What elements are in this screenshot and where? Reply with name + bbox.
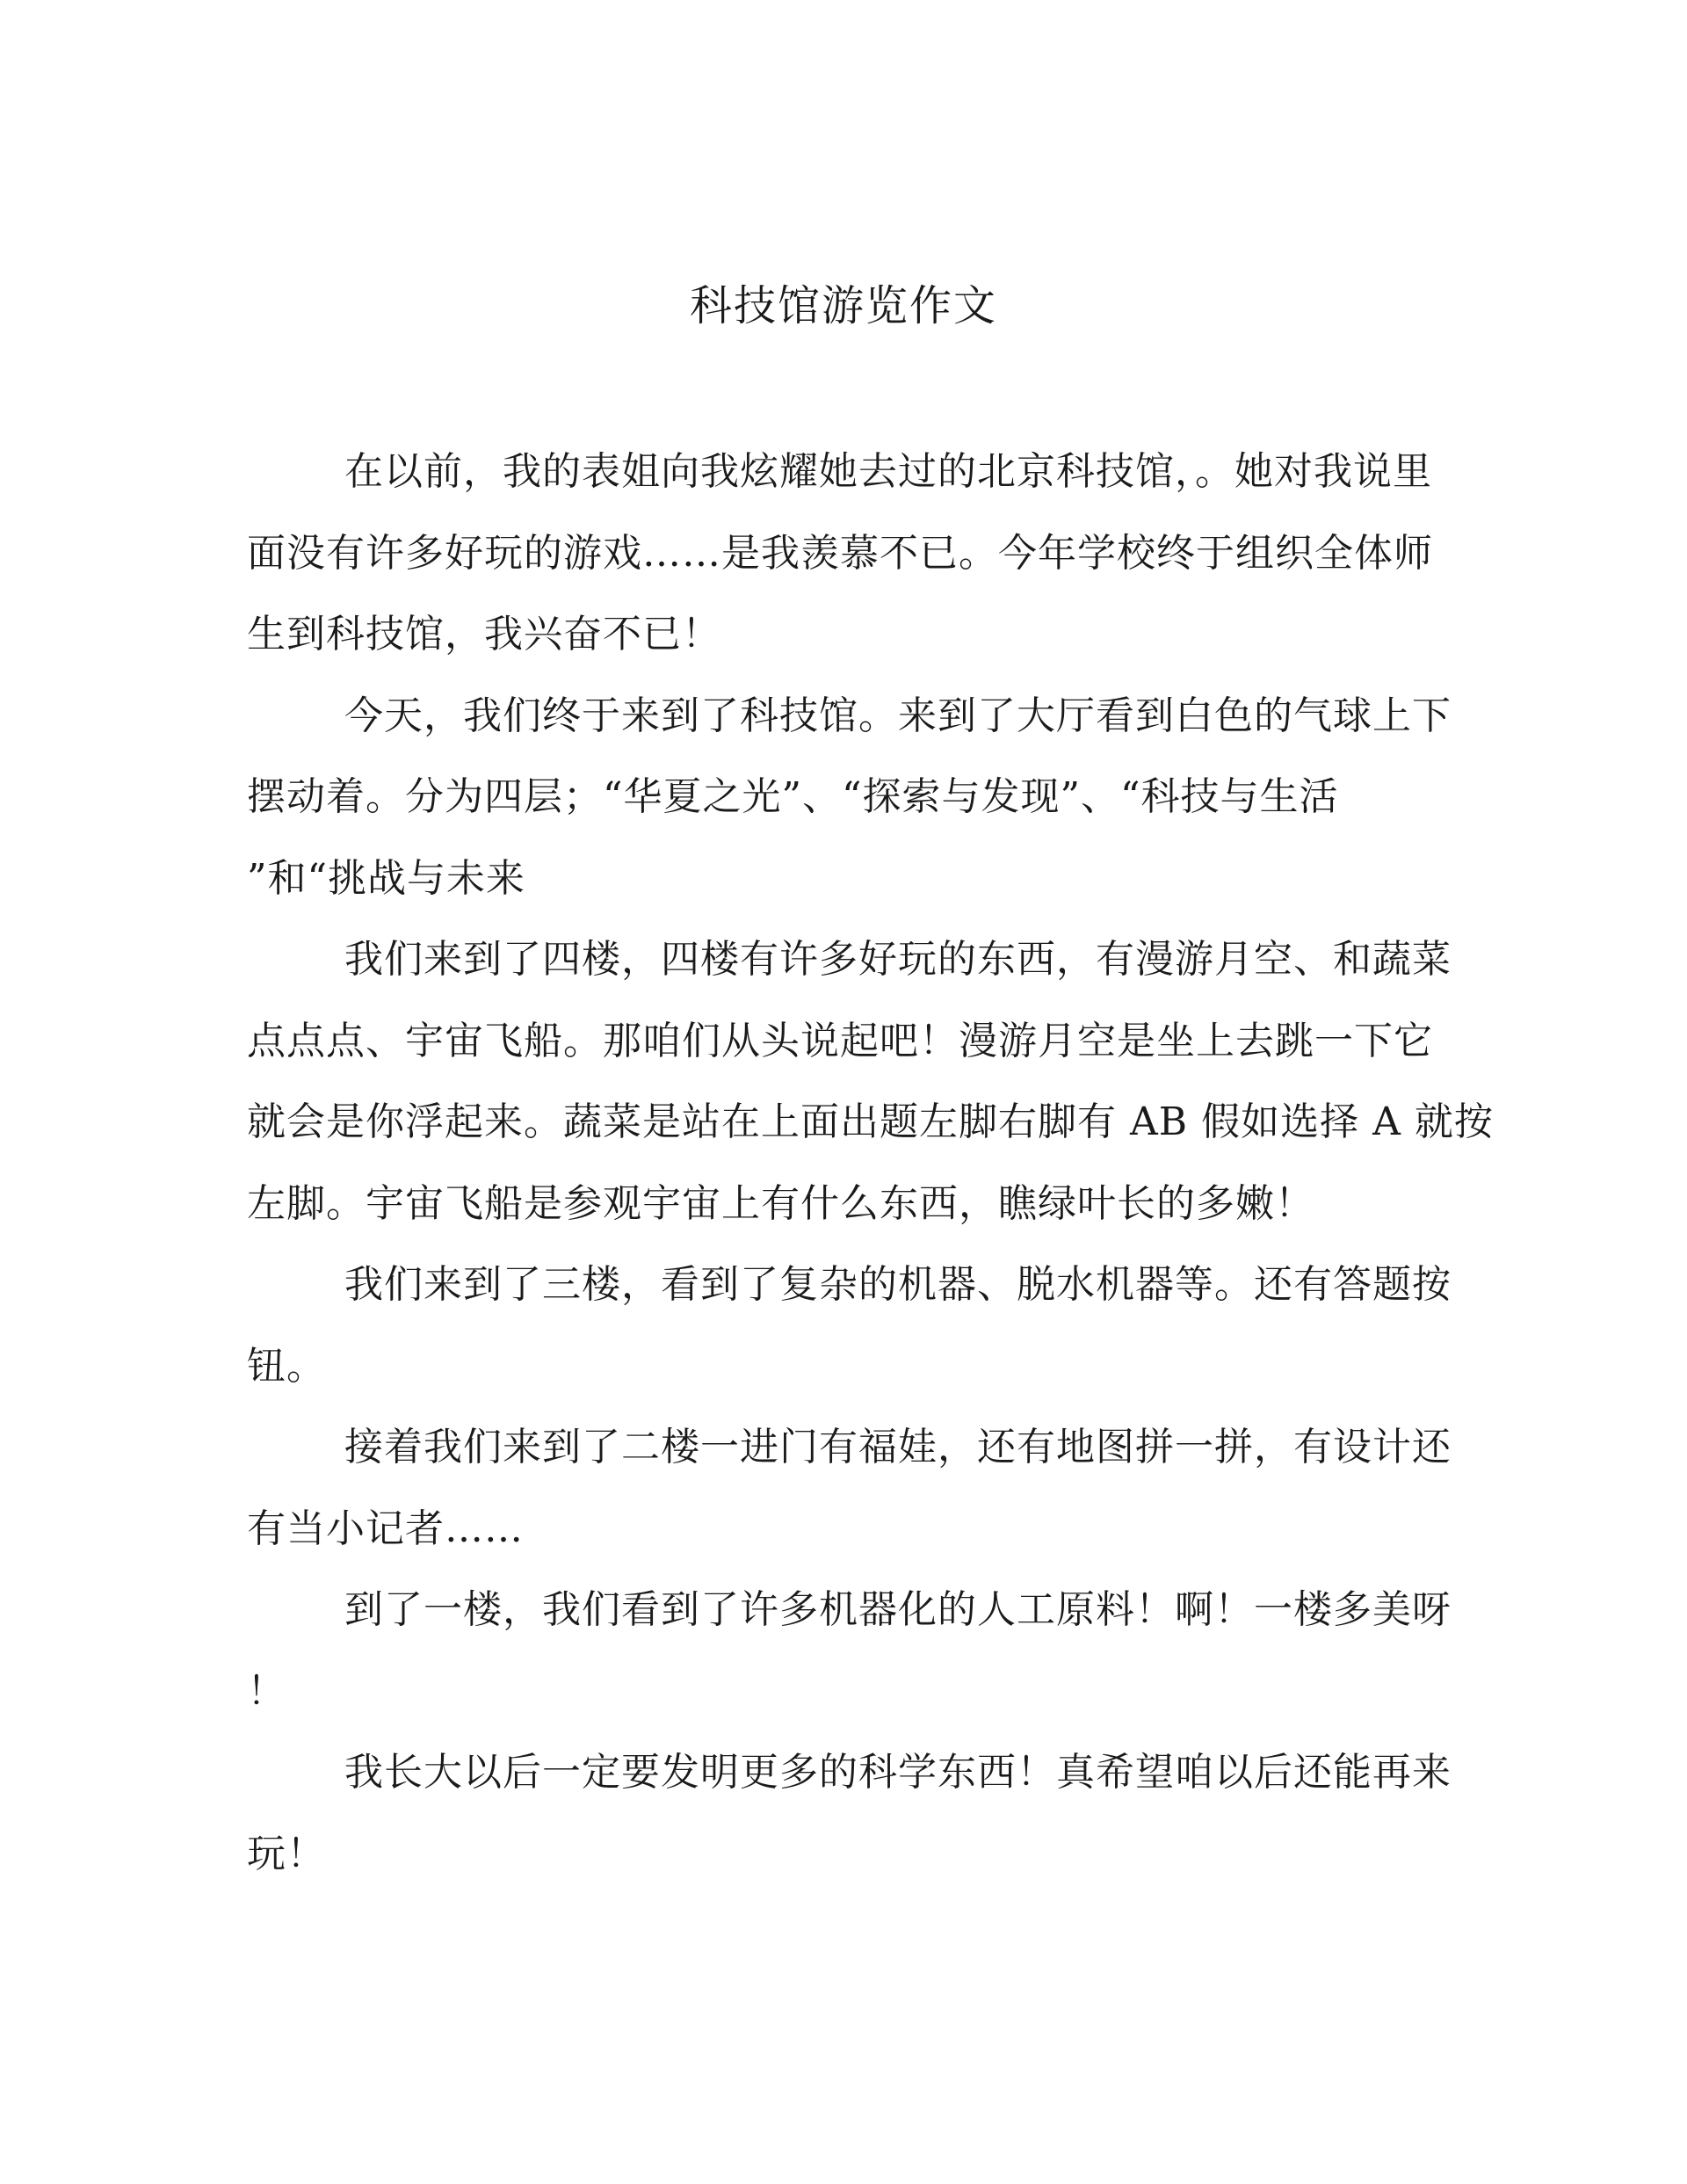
paragraph-line: 我们来到了四楼，四楼有许多好玩的东西，有漫游月空、和蔬菜 bbox=[344, 937, 1452, 982]
paragraph-line: 左脚。宇宙飞船是参观宇宙上有什么东西，瞧绿叶长的多嫩！ bbox=[247, 1180, 1314, 1226]
paragraph-line: 就会是你浮起来。蔬菜是站在上面出题左脚右脚有 AB 假如选择 A 就按 bbox=[247, 1099, 1494, 1144]
paragraph-line: 我们来到了三楼，看到了复杂的机器、脱水机器等。还有答题按 bbox=[344, 1262, 1452, 1307]
paragraph-line: 玩！ bbox=[247, 1831, 326, 1876]
paragraph-line: 点点点、宇宙飞船。那咱们从头说起吧！漫游月空是坐上去跳一下它 bbox=[247, 1018, 1433, 1063]
paragraph-line: 摆动着。分为四层；“华夏之光”、“探索与发现”、“科技与生活 bbox=[247, 774, 1339, 819]
paragraph-line: 在以前，我的表姐向我炫耀她去过的北京科技馆，。她对我说里 bbox=[344, 449, 1432, 494]
paragraph-line: 有当小记者…… bbox=[247, 1506, 524, 1551]
paragraph-line: 钮。 bbox=[247, 1343, 326, 1389]
paragraph-line: 我长大以后一定要发明更多的科学东西！真希望咱以后还能再来 bbox=[344, 1750, 1452, 1795]
paragraph-line: 今天，我们终于来到了科技馆。来到了大厅看到白色的气球上下 bbox=[344, 693, 1452, 738]
document-title: 科技馆游览作文 bbox=[689, 281, 997, 330]
paragraph-line: ！ bbox=[247, 1668, 286, 1714]
paragraph-line: 生到科技馆，我兴奋不已！ bbox=[247, 612, 721, 657]
paragraph-line: 面没有许多好玩的游戏……是我羡慕不已。今年学校终于组织全体师 bbox=[247, 530, 1433, 576]
paragraph-line: 到了一楼，我们看到了许多机器化的人工原料！啊！一楼多美呀 bbox=[344, 1587, 1452, 1632]
paragraph-line: 接着我们来到了二楼一进门有福娃，还有地图拼一拼，有设计还 bbox=[344, 1425, 1452, 1469]
paragraph-line: ”和“挑战与未来 bbox=[247, 855, 525, 901]
